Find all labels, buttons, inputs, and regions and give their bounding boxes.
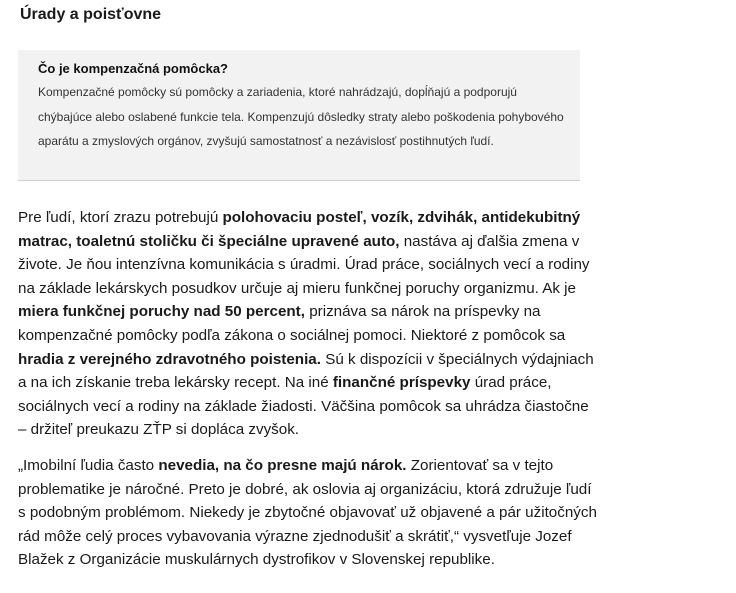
text-run: Pre ľudí, ktorí zrazu potrebujú xyxy=(18,209,223,226)
info-box-heading: Čo je kompenzačná pomôcka? xyxy=(38,61,228,76)
bold-run: finančné príspevky xyxy=(332,374,471,392)
text-run: Sú k dispozícii v špeciálnych výdajniach a na ich získanie treba lekársky recept. Na iné xyxy=(18,350,594,392)
article-paragraph-2 xyxy=(18,454,598,572)
text-run: priznáva sa nárok na príspevky na kompenzačné pomôcky podľa zákona o sociálnej pomoci. Niektoré z pomôcok sa xyxy=(18,303,566,344)
bold-run: miera funkčnej poruchy nad 50 percent, xyxy=(18,303,305,321)
text-run: „Imobilní ľudia často xyxy=(18,457,159,474)
article-paragraph-1 xyxy=(18,206,598,442)
bold-run: polohovaciu posteľ, vozík, zdvihák, antidekubitný matrac, toaletnú stoličku či špeciálne upravené auto, xyxy=(18,209,581,250)
text-run: nastáva aj ďalšia zmena v živote. Je ňou intenzívna komunikácia s úradmi. Úrad práce, sociálnych vecí a rodiny na základe lekárskych posudkov určuje aj mieru funkčnej poruchy organizmu. Ak je xyxy=(18,232,590,297)
text-run: Zorientovať sa v tejto problematike je náročné. Preto je dobré, ak oslovia aj organizáciu, ktorá združuje ľudí s podobným problémom. Niekedy je zbytočné objavovať už objavené a pár užitočných rád môže celý proces vybavovania výrazne zjednodušiť a skrátiť,“ vysvetľuje Jozef Blažek z Organizácie muskulárnych dystrofikov v Slovenskej republike. xyxy=(18,457,597,569)
text-run: úrad práce, sociálnych vecí a rodiny na základe žiadosti. Väčšina pomôcok sa uhrádza čiastočne – držiteľ preukazu ZŤP si dopláca zvyšok. xyxy=(18,374,589,439)
section-title: Úrady a poisťovne xyxy=(20,6,162,23)
info-box-text: Kompenzačné pomôcky sú pomôcky a zariadenia, ktoré nahrádzajú, dopĺňajú a podporujú chýbajúce alebo oslabené funkcie tela. Kompenzujú dôsledky straty alebo poškodenia pohybového aparátu a zmyslových orgánov, zvyšujú samostatnosť a nezávislosť postihnutých ľudí. xyxy=(38,85,564,148)
bold-run: nevedia, na čo presne majú nárok. xyxy=(158,457,407,474)
info-box xyxy=(18,50,580,181)
bold-run: hradia z verejného zdravotného poistenia. xyxy=(18,350,321,368)
